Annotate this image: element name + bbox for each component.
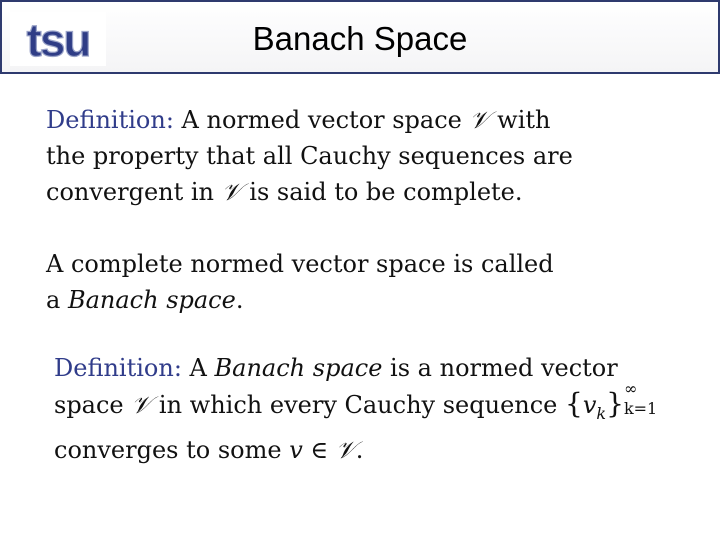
def1-line3-start: convergent in	[46, 178, 215, 206]
definition-1	[46, 102, 573, 210]
def2-symbol-v: 𝒱	[131, 391, 152, 419]
def2-banach-term: Banach space	[214, 354, 383, 382]
slide-title: Banach Space	[252, 20, 468, 57]
def1-label: Definition:	[46, 106, 174, 134]
def1-line-3	[46, 174, 573, 210]
element-of-symbol: ∈	[310, 436, 329, 464]
def1-line3-end: is said to be complete.	[249, 178, 523, 206]
para-line2-start: a	[46, 286, 61, 314]
sequence-open-brace: {	[565, 387, 583, 420]
def1-symbol-v: 𝒱	[469, 106, 490, 134]
def2-line1-a: A	[189, 354, 207, 382]
def2-var-v: v	[289, 436, 303, 464]
logo-text: tsu	[26, 14, 90, 66]
banach-paragraph	[46, 246, 554, 318]
def2-line3-a: converges to some	[54, 436, 282, 464]
sequence-subscript: k	[596, 404, 607, 423]
slide-header	[0, 0, 720, 74]
def2-label: Definition:	[54, 354, 182, 382]
def2-line3-symbol-v: 𝒱	[335, 436, 356, 464]
para-banach-term: Banach space	[67, 286, 236, 314]
def2-line2-b: in which every Cauchy sequence	[158, 391, 558, 419]
def2-line-3	[54, 432, 664, 468]
def1-line1-text: A normed vector space	[181, 106, 462, 134]
para-period: .	[235, 286, 244, 314]
def2-line1-b: is a normed vector	[390, 354, 618, 382]
definition-2	[54, 350, 664, 468]
sequence-lower-limit: k=1	[623, 399, 658, 418]
para-line-1: A complete normed vector space is called	[46, 250, 554, 278]
def1-line3-symbol-v: 𝒱	[221, 178, 242, 206]
para-line-2	[46, 282, 554, 318]
def2-line-1	[54, 350, 664, 386]
def1-line-1	[46, 102, 573, 138]
sequence-upper-limit: ∞	[623, 379, 638, 398]
def2-line-2	[54, 379, 664, 432]
def1-line1-end: with	[497, 106, 551, 134]
def1-line-2: the property that all Cauchy sequences are	[46, 142, 573, 170]
sequence-close-brace: }	[606, 387, 624, 420]
def2-line2-a: space	[54, 391, 124, 419]
sequence-limits	[623, 379, 664, 418]
def2-period: .	[355, 436, 364, 464]
sequence-variable: v	[582, 391, 597, 419]
